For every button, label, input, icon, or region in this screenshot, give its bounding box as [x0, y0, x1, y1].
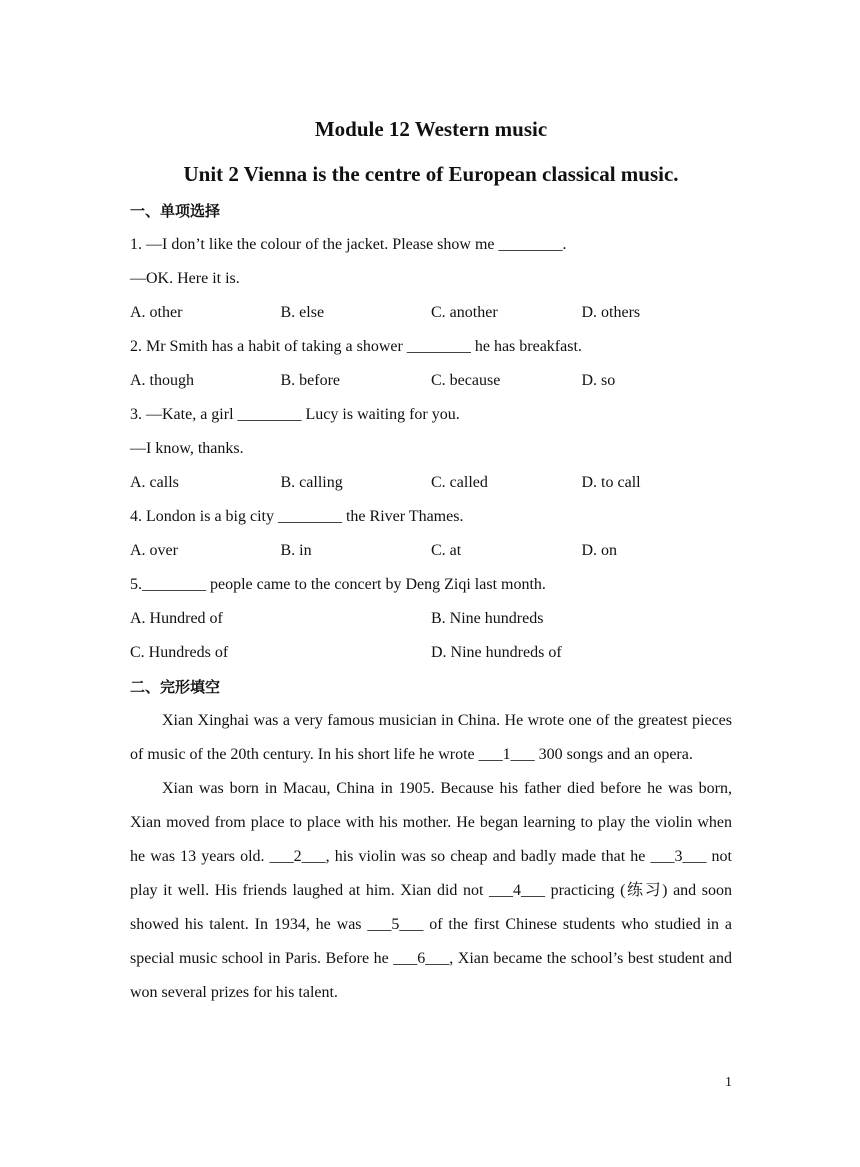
option-b: B. before [280, 372, 341, 389]
option-c: C. at [431, 542, 462, 559]
question-1-options [130, 296, 732, 330]
option-d: D. others [581, 304, 641, 321]
question-4-options [130, 534, 732, 568]
cloze-paragraph-2: Xian was born in Macau, China in 1905. Because his father died before he was born, Xian moved from place to place with his mother. He began learning to play the violin when he was 13 years old. ___2___, his violin was so cheap and badly made that he ___3___ not play it well. His friends laughed at him. Xian did not ___4___ practicing (练习) and soon showed his talent. In 1934, he was ___5___ of the first Chinese students who studied in a special music school in Paris. Before he ___6___, Xian became the school’s best student and won several prizes for his talent. [130, 780, 732, 1001]
question-5-options-row-2 [130, 636, 732, 670]
option-b: B. else [280, 304, 325, 321]
option-a: A. over [130, 542, 178, 559]
option-b: B. Nine hundreds [431, 610, 544, 627]
option-c: C. another [431, 304, 498, 321]
option-d: D. on [581, 542, 618, 559]
page-title: Module 12 Western music [314, 117, 548, 141]
option-c: C. Hundreds of [130, 644, 229, 661]
question-5-stem: 5.________ people came to the concert by Deng Ziqi last month. [130, 576, 546, 593]
question-2-stem: 2. Mr Smith has a habit of taking a shower ________ he has breakfast. [130, 338, 582, 355]
option-d: D. Nine hundreds of [431, 644, 562, 661]
option-c: C. because [431, 372, 501, 389]
page-number: 1 [725, 1075, 732, 1090]
question-4-stem: 4. London is a big city ________ the River Thames. [130, 508, 464, 525]
option-d: D. to call [581, 474, 641, 491]
option-b: B. calling [280, 474, 343, 491]
option-c: C. called [431, 474, 488, 491]
question-3-reply: —I know, thanks. [130, 440, 244, 457]
question-1-reply: —OK. Here it is. [130, 270, 240, 287]
question-2-options [130, 364, 732, 398]
question-5-options-row-1 [130, 602, 732, 636]
section-heading-cloze: 二、完形填空 [130, 678, 221, 696]
option-a: A. though [130, 372, 194, 389]
page-subtitle: Unit 2 Vienna is the centre of European classical music. [183, 162, 679, 186]
option-a: A. other [130, 304, 183, 321]
question-3-stem: 3. —Kate, a girl ________ Lucy is waiting for you. [130, 406, 460, 423]
option-a: A. Hundred of [130, 610, 223, 627]
option-a: A. calls [130, 474, 179, 491]
option-d: D. so [581, 372, 616, 389]
cloze-paragraph-1: Xian Xinghai was a very famous musician in China. He wrote one of the greatest pieces of music of the 20th century. In his short life he wrote ___1___ 300 songs and an opera. [130, 712, 732, 763]
option-b: B. in [280, 542, 312, 559]
section-heading-multiple-choice: 一、单项选择 [130, 202, 221, 220]
question-3-options [130, 466, 732, 500]
question-1-stem: 1. —I don’t like the colour of the jacket. Please show me ________. [130, 236, 567, 253]
